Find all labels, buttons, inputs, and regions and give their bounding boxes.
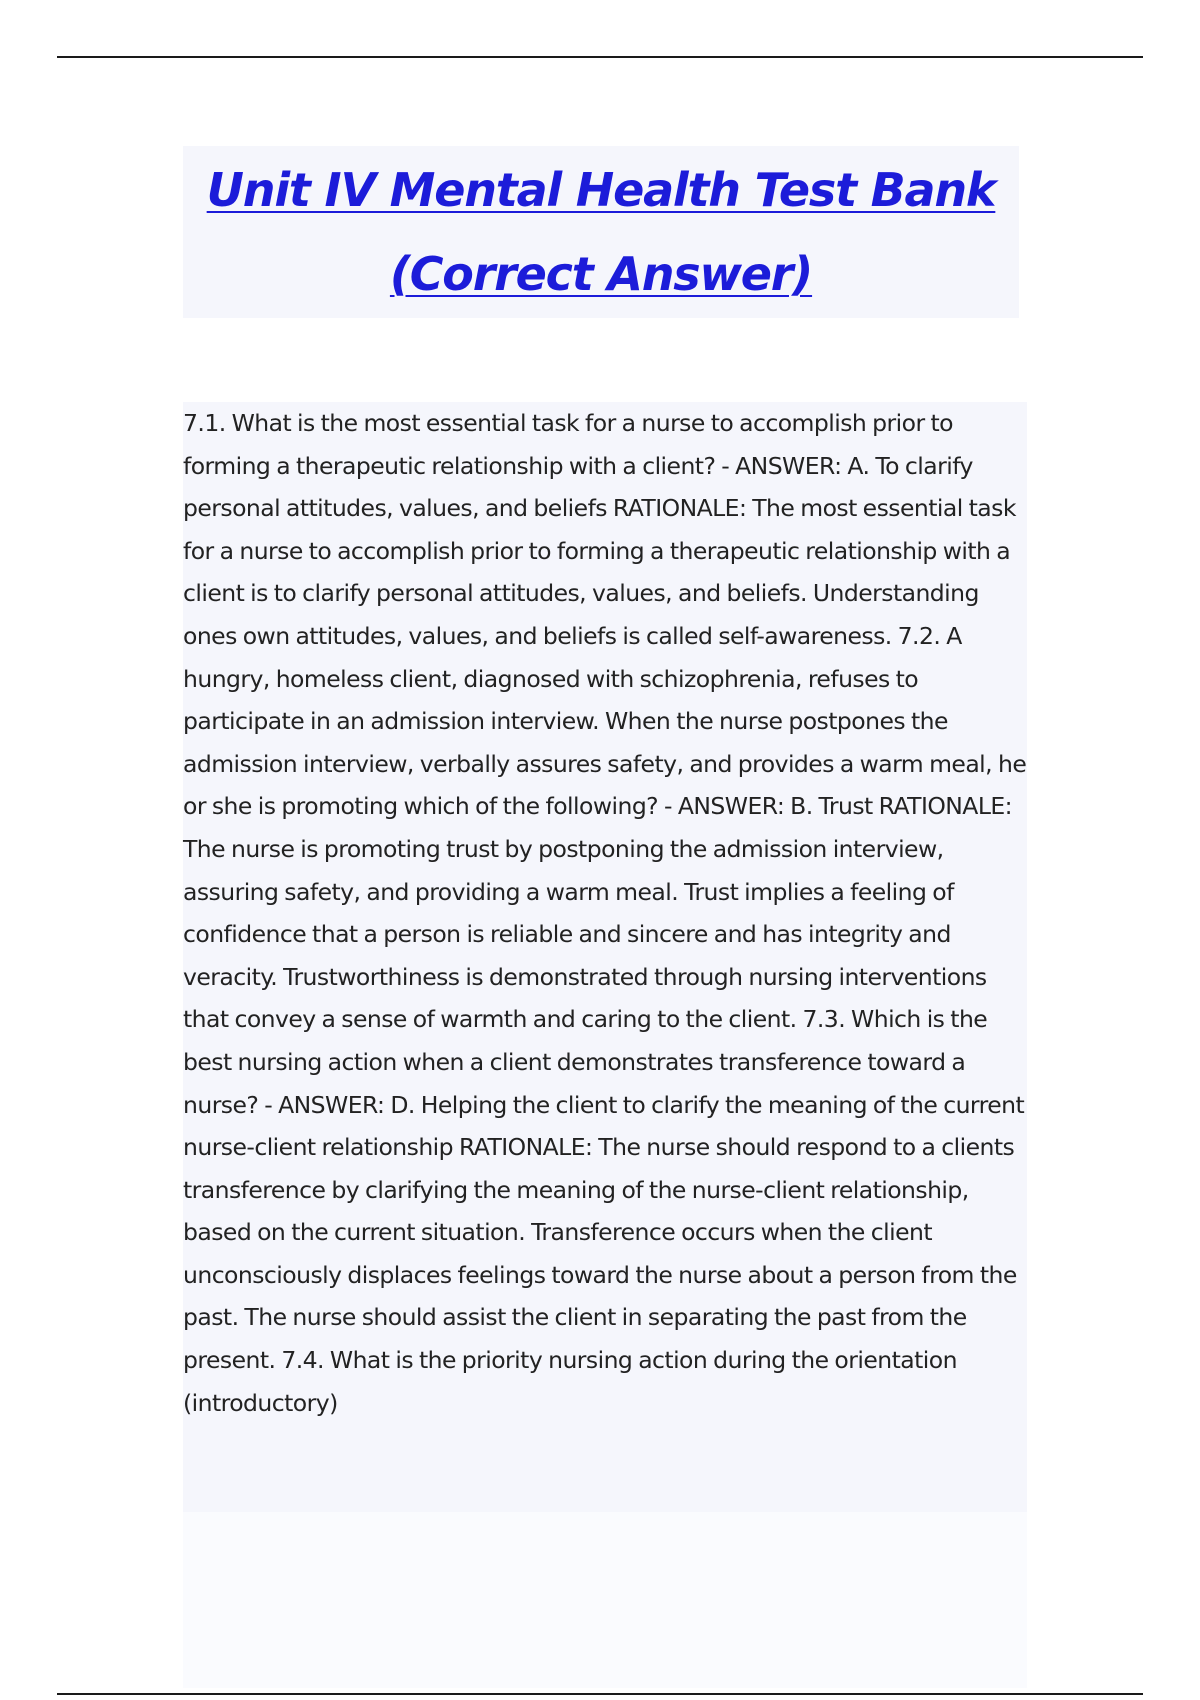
document-body	[183, 402, 1027, 1512]
page-shading	[183, 1512, 1027, 1688]
title-line-1: Unit IV Mental Health Test Bank	[206, 163, 996, 217]
title-line-2: (Correct Answer)	[389, 247, 813, 301]
header-rule	[57, 56, 1143, 58]
footer-rule	[57, 1693, 1143, 1695]
document-title	[183, 146, 1019, 318]
body-paragraph: 7.1. What is the most essential task for a nurse to accomplish prior to forming a therapeutic relationship with a client? - ANSWER: A. To clarify personal attitudes, values, and beliefs RATIONALE: The most essential task for a nurse to accomplish prior to forming a therapeutic relationship with a client is to clarify personal attitudes, values, and beliefs. Understanding ones own attitudes, values, and beliefs is called self-awareness. 7.2. A hungry, homeless client, diagnosed with schizophrenia, refuses to participate in an admission interview. When the nurse postpones the admission interview, verbally assures safety, and provides a warm meal, he or she is promoting which of the following? - ANSWER: B. Trust RATIONALE: The nurse is promoting trust by postponing the admission interview, assuring safety, and providing a warm meal. Trust implies a feeling of confidence that a person is reliable and sincere and has integrity and veracity. Trustworthiness is demonstrated through nursing interventions that convey a sense of warmth and caring to the client. 7.3. Which is the best nursing action when a client demonstrates transference toward a nurse? - ANSWER: D. Helping the client to clarify the meaning of the current nurse-client relationship RATIONALE: The nurse should respond to a clients transference by clarifying the meaning of the nurse-client relationship, based on the current situation. Transference occurs when the client unconsciously displaces feelings toward the nurse about a person from the past. The nurse should assist the client in separating the past from the present. 7.4. What is the priority nursing action during the orientation (introductory)	[183, 409, 1027, 1417]
